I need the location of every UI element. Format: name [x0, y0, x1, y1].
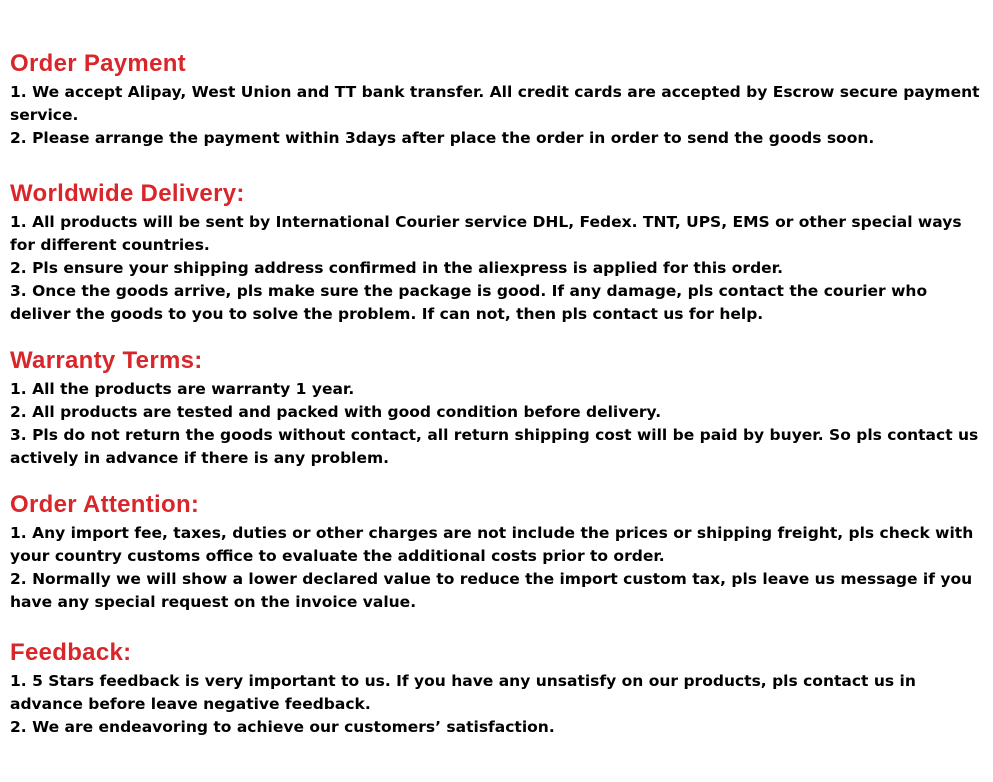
section-feedback	[10, 639, 985, 739]
section-warranty-terms	[10, 347, 985, 470]
list-item: 2. We are endeavoring to achieve our customers’ satisfaction.	[10, 718, 555, 736]
list-item: 2. Pls ensure your shipping address confirmed in the aliexpress is applied for this order.	[10, 259, 784, 277]
section-order-payment	[10, 50, 985, 150]
list-item: 1. All products will be sent by International Courier service DHL, Fedex. TNT, UPS, EMS or other special ways for different countries.	[10, 213, 962, 254]
section-items	[10, 378, 985, 470]
list-item: 2. Please arrange the payment within 3days after place the order in order to send the goods soon.	[10, 129, 875, 147]
section-order-attention	[10, 491, 985, 614]
list-item: 2. All products are tested and packed with good condition before delivery.	[10, 403, 662, 421]
section-items	[10, 522, 985, 614]
section-heading: Order Payment	[10, 50, 186, 77]
list-item: 3. Once the goods arrive, pls make sure the package is good. If any damage, pls contact the courier who deliver the goods to you to solve the problem. If can not, then pls contact us for help.	[10, 282, 928, 323]
section-items	[10, 211, 985, 326]
section-items	[10, 81, 985, 150]
section-heading: Worldwide Delivery:	[10, 180, 245, 207]
section-heading: Feedback:	[10, 639, 132, 666]
list-item: 2. Normally we will show a lower declared value to reduce the import custom tax, pls leave us message if you have any special request on the invoice value.	[10, 570, 973, 611]
list-item: 3. Pls do not return the goods without contact, all return shipping cost will be paid by buyer. So pls contact us actively in advance if there is any problem.	[10, 426, 979, 467]
section-worldwide-delivery	[10, 180, 985, 326]
list-item: 1. All the products are warranty 1 year.	[10, 380, 355, 398]
list-item: 1. We accept Alipay, West Union and TT bank transfer. All credit cards are accepted by Escrow secure payment service.	[10, 83, 980, 124]
section-items	[10, 670, 985, 739]
list-item: 1. 5 Stars feedback is very important to us. If you have any unsatisfy on our products, pls contact us in advance before leave negative feedback.	[10, 672, 916, 713]
section-heading: Warranty Terms:	[10, 347, 203, 374]
list-item: 1. Any import fee, taxes, duties or other charges are not include the prices or shipping freight, pls check with your country customs office to evaluate the additional costs prior to order.	[10, 524, 974, 565]
section-heading: Order Attention:	[10, 491, 200, 518]
